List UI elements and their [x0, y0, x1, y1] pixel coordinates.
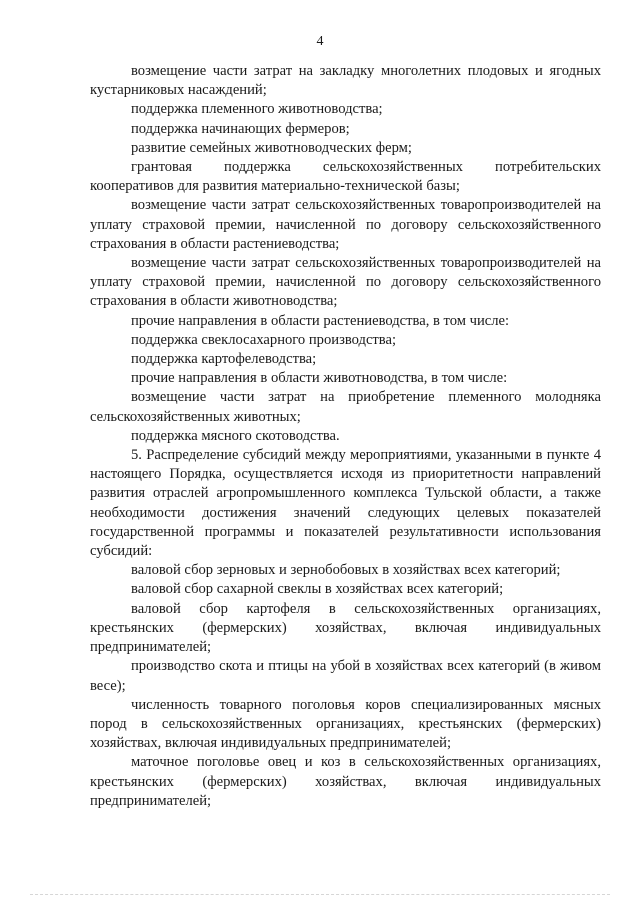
paragraph-6: возмещение части затрат сельскохозяйственных товаропроизводителей на уплату страховой премии, начисленной по договору сельскохозяйственного страхования в области растениеводства; — [90, 197, 601, 252]
paragraph-9: поддержка свеклосахарного производства; — [131, 331, 397, 348]
page-number: 4 — [316, 34, 324, 49]
paragraph-4: развитие семейных животноводческих ферм; — [131, 139, 412, 156]
paragraph-2: поддержка племенного животноводства; — [131, 101, 383, 118]
paragraph-14: 5. Распределение субсидий между мероприятиями, указанными в пункте 4 настоящего Порядка, осуществляется исходя из приоритетности направлений развития отраслей агропромышленного комплекса Тульской области, а также необходимости достижения значений следующих целевых показателей государственной программы и показателей результативности использования субсидий: — [90, 447, 601, 560]
paragraph-5: грантовая поддержка сельскохозяйственных потребительских кооперативов для развития материально-технической базы; — [90, 159, 601, 195]
paragraph-20: маточное поголовье овец и коз в сельскохозяйственных организациях, крестьянских (фермерских) хозяйствах, включая индивидуальных предпринимателей; — [90, 754, 601, 809]
paragraph-18: производство скота и птицы на убой в хозяйствах всех категорий (в живом весе); — [90, 658, 601, 694]
paragraph-8: прочие направления в области растениеводства, в том числе: — [131, 312, 510, 329]
paragraph-3: поддержка начинающих фермеров; — [131, 120, 350, 137]
paragraph-10: поддержка картофелеводства; — [131, 351, 317, 368]
scan-edge-artifact — [30, 894, 610, 895]
paragraph-13: поддержка мясного скотоводства. — [131, 427, 340, 444]
paragraph-1: возмещение части затрат на закладку многолетних плодовых и ягодных кустарниковых насаждений; — [90, 63, 601, 99]
paragraph-15: валовой сбор зерновых и зернобобовых в хозяйствах всех категорий; — [131, 562, 561, 579]
paragraph-7: возмещение части затрат сельскохозяйственных товаропроизводителей на уплату страховой премии, начисленной по договору сельскохозяйственного страхования в области животноводства; — [90, 255, 601, 310]
paragraph-11: прочие направления в области животноводства, в том числе: — [131, 370, 508, 387]
paragraph-19: численность товарного поголовья коров специализированных мясных пород в сельскохозяйственных организациях, крестьянских (фермерских) хозяйствах, включая индивидуальных предпринимателей; — [90, 696, 601, 752]
paragraph-16: валовой сбор сахарной свеклы в хозяйствах всех категорий; — [131, 581, 504, 598]
body-text — [90, 62, 601, 811]
paragraph-12: возмещение части затрат на приобретение племенного молодняка сельскохозяйственных животных; — [90, 389, 601, 425]
paragraph-17: валовой сбор картофеля в сельскохозяйственных организациях, крестьянских (фермерских) хозяйствах, включая индивидуальных предпринимателей; — [90, 600, 601, 656]
